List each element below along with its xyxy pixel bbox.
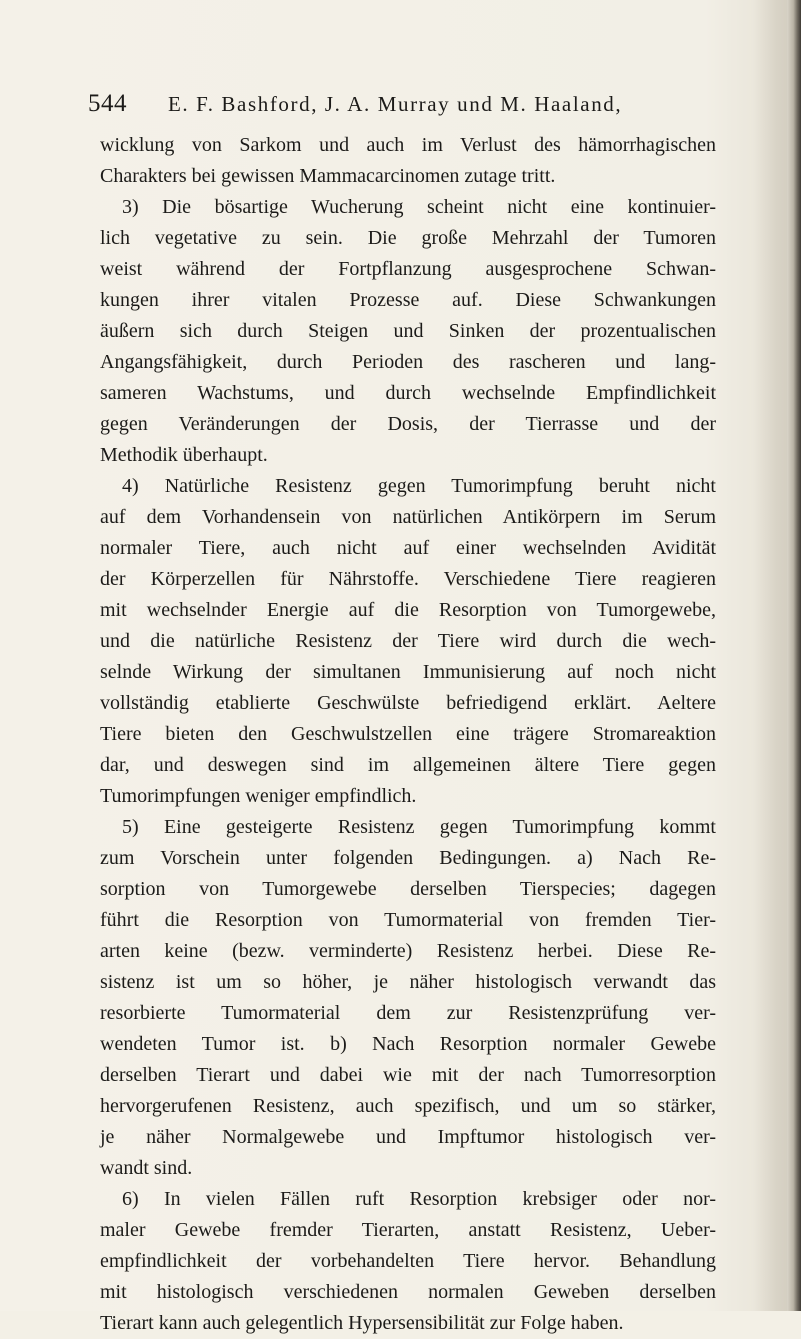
text-line: sorption von Tumorgewebe derselben Tierspecies; dagegen bbox=[100, 878, 716, 900]
page-edge-shadow bbox=[787, 0, 801, 1311]
text-line: 4) Natürliche Resistenz gegen Tumorimpfung beruht nicht bbox=[122, 475, 716, 497]
text-line: je näher Normalgewebe und Impftumor histologisch ver- bbox=[100, 1126, 716, 1148]
page-number: 544 bbox=[88, 90, 127, 117]
text-line: und die natürliche Resistenz der Tiere wird durch die wech- bbox=[100, 630, 716, 652]
text-line: der Körperzellen für Nährstoffe. Verschiedene Tiere reagieren bbox=[100, 568, 716, 590]
text-line: sameren Wachstums, und durch wechselnde Empfindlichkeit bbox=[100, 382, 716, 404]
text-line: 6) In vielen Fällen ruft Resorption krebsiger oder nor- bbox=[122, 1188, 716, 1210]
text-line: lich vegetative zu sein. Die große Mehrzahl der Tumoren bbox=[100, 227, 716, 249]
text-line: Tierart kann auch gelegentlich Hypersensibilität zur Folge haben. bbox=[100, 1312, 624, 1334]
text-line: selnde Wirkung der simultanen Immunisierung auf noch nicht bbox=[100, 661, 716, 683]
text-line: wicklung von Sarkom und auch im Verlust des hämorrhagischen bbox=[100, 134, 716, 156]
text-line: empfindlichkeit der vorbehandelten Tiere hervor. Behandlung bbox=[100, 1250, 716, 1272]
text-line: zum Vorschein unter folgenden Bedingungen. a) Nach Re- bbox=[100, 847, 716, 869]
text-line: derselben Tierart und dabei wie mit der nach Tumorresorption bbox=[100, 1064, 716, 1086]
text-line: mit wechselnder Energie auf die Resorption von Tumorgewebe, bbox=[100, 599, 716, 621]
text-line: auf dem Vorhandensein von natürlichen Antikörpern im Serum bbox=[100, 506, 716, 528]
page-header bbox=[88, 88, 708, 120]
body-text bbox=[100, 130, 716, 1339]
text-line: führt die Resorption von Tumormaterial von fremden Tier- bbox=[100, 909, 716, 931]
text-line: vollständig etablierte Geschwülste befriedigend erklärt. Aeltere bbox=[100, 692, 716, 714]
text-line: normaler Tiere, auch nicht auf einer wechselnden Avidität bbox=[100, 537, 716, 559]
text-line: mit histologisch verschiedenen normalen Geweben derselben bbox=[100, 1281, 716, 1303]
text-line: wendeten Tumor ist. b) Nach Resorption normaler Gewebe bbox=[100, 1033, 716, 1055]
text-line: hervorgerufenen Resistenz, auch spezifisch, und um so stärker, bbox=[100, 1095, 716, 1117]
text-line: kungen ihrer vitalen Prozesse auf. Diese Schwankungen bbox=[100, 289, 716, 311]
text-line: Tumorimpfungen weniger empfindlich. bbox=[100, 785, 417, 807]
text-line: wandt sind. bbox=[100, 1157, 193, 1179]
text-line: Angangsfähigkeit, durch Perioden des rascheren und lang- bbox=[100, 351, 716, 373]
text-line: Tiere bieten den Geschwulstzellen eine trägere Stromareaktion bbox=[100, 723, 716, 745]
running-head: E. F. Bashford, J. A. Murray und M. Haaland, bbox=[168, 92, 623, 116]
text-line: dar, und deswegen sind im allgemeinen ältere Tiere gegen bbox=[100, 754, 716, 776]
text-line: 3) Die bösartige Wucherung scheint nicht eine kontinuier- bbox=[122, 196, 716, 218]
text-line: äußern sich durch Steigen und Sinken der prozentualischen bbox=[100, 320, 716, 342]
text-line: weist während der Fortpflanzung ausgesprochene Schwan- bbox=[100, 258, 716, 280]
text-line: 5) Eine gesteigerte Resistenz gegen Tumorimpfung kommt bbox=[122, 816, 716, 838]
text-line: resorbierte Tumormaterial dem zur Resistenzprüfung ver- bbox=[100, 1002, 716, 1024]
text-line: arten keine (bezw. verminderte) Resistenz herbei. Diese Re- bbox=[100, 940, 716, 962]
text-line: sistenz ist um so höher, je näher histologisch verwandt das bbox=[100, 971, 716, 993]
text-line: Methodik überhaupt. bbox=[100, 444, 268, 466]
text-line: maler Gewebe fremder Tierarten, anstatt Resistenz, Ueber- bbox=[100, 1219, 716, 1241]
text-line: gegen Veränderungen der Dosis, der Tierrasse und der bbox=[100, 413, 716, 435]
text-line: Charakters bei gewissen Mammacarcinomen zutage tritt. bbox=[100, 165, 556, 187]
